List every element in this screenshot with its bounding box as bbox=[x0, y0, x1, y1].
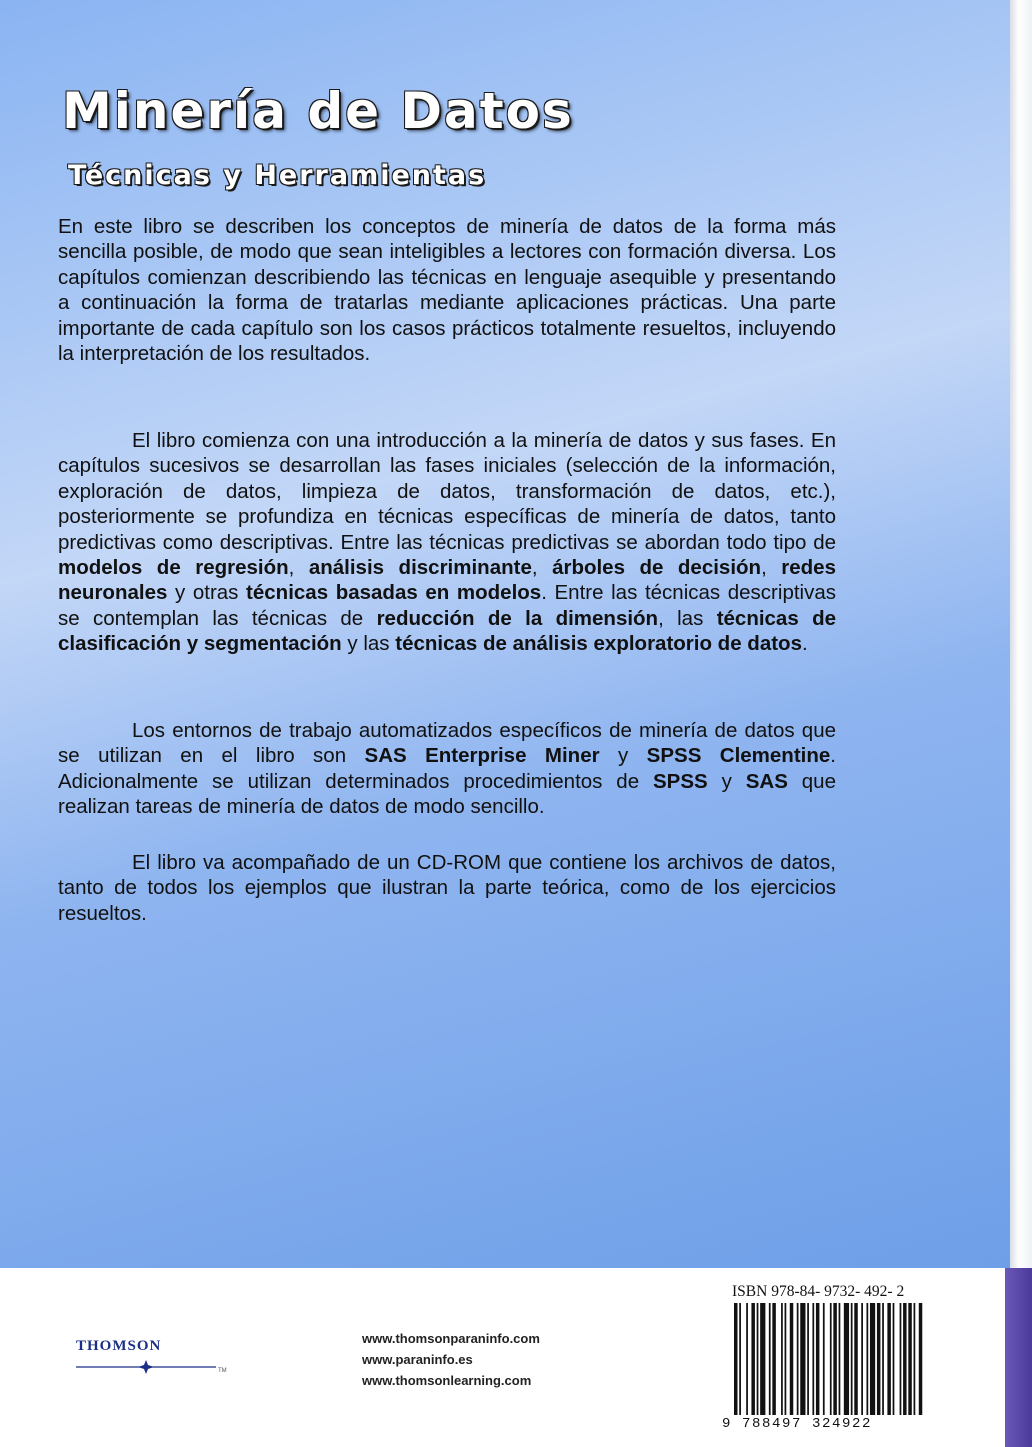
barcode-bar bbox=[807, 1303, 809, 1415]
text-run: En este libro se describen los conceptos de minería de datos de la forma más sencilla posible, de modo que sean inteligibles a lectores con formación diversa. Los capítulos comienzan describiendo las técnicas en lenguaje asequible y presentando a continuación la forma de tratarlas mediante aplicaciones prácticas. Una parte importante de cada capítulo son los casos prácticos totalmente resueltos, incluyendo la interpretación de los resultados. bbox=[58, 215, 836, 366]
paragraph-text bbox=[58, 214, 836, 366]
barcode-bar bbox=[861, 1303, 863, 1415]
barcode-bar bbox=[844, 1303, 849, 1415]
bold-term: SAS Enterprise Miner bbox=[364, 744, 600, 768]
barcode-bar bbox=[751, 1303, 754, 1415]
logo-star-icon bbox=[76, 1360, 216, 1374]
description-paragraph-2 bbox=[58, 428, 836, 657]
barcode-bar bbox=[797, 1303, 799, 1415]
barcode-bar bbox=[851, 1303, 853, 1415]
barcode-bar bbox=[903, 1303, 906, 1415]
barcode-bar bbox=[769, 1303, 771, 1415]
text-run: , las bbox=[658, 606, 717, 630]
text-run: y otras bbox=[167, 581, 247, 605]
barcode-bar bbox=[785, 1303, 787, 1415]
bold-term: árboles de decisión bbox=[552, 556, 762, 580]
bold-term: SAS bbox=[745, 769, 788, 793]
text-run: , bbox=[761, 556, 782, 580]
book-subtitle: Técnicas y Herramientas bbox=[68, 160, 487, 191]
text-run: El libro comienza con una introducción a la minería de datos y sus fases. En capítulos sucesivos se desarrollan las fases iniciales (selección de la información, exploración de datos, limpieza de datos, transformación de datos, etc.), posteriormente se profundiza en técnicas específicas de minería de datos, tanto predictivas como descriptivas. Entre las técnicas predictivas se abordan todo tipo de bbox=[58, 429, 836, 554]
barcode-bar bbox=[757, 1303, 759, 1415]
text-run: . Entre las técnicas descriptivas se contemplan las técnicas de bbox=[58, 581, 836, 630]
barcode-bar bbox=[839, 1303, 841, 1415]
bold-term: técnicas de clasificación y segmentación bbox=[58, 606, 837, 656]
url-link: www.thomsonparaninfo.com bbox=[362, 1331, 540, 1346]
bold-term: reducción de la dimensión bbox=[376, 606, 659, 630]
publisher-urls bbox=[362, 1328, 540, 1391]
url-link: www.thomsonlearning.com bbox=[362, 1373, 532, 1388]
paragraph-text bbox=[58, 850, 836, 926]
description-paragraph-3 bbox=[58, 718, 836, 820]
barcode-bar bbox=[908, 1303, 911, 1415]
barcode-bar bbox=[790, 1303, 793, 1415]
barcode-bar bbox=[914, 1303, 916, 1415]
text-run: , bbox=[531, 556, 553, 580]
barcode-bar bbox=[781, 1303, 783, 1415]
barcode-bar bbox=[830, 1303, 832, 1415]
barcode-icon bbox=[734, 1303, 924, 1415]
barcode-bar bbox=[812, 1303, 814, 1415]
paragraph-text bbox=[58, 718, 836, 820]
barcode-bar bbox=[772, 1303, 775, 1415]
barcode-bar bbox=[854, 1303, 857, 1415]
barcode-bar bbox=[833, 1303, 836, 1415]
paragraph-text bbox=[58, 428, 836, 657]
barcode-bar bbox=[877, 1303, 880, 1415]
barcode-bar bbox=[734, 1303, 737, 1415]
barcode-bar bbox=[800, 1303, 805, 1415]
barcode-bar bbox=[760, 1303, 765, 1415]
barcode-bar bbox=[823, 1303, 825, 1415]
barcode-bar bbox=[739, 1303, 741, 1415]
barcode-bar bbox=[866, 1303, 868, 1415]
text-run: . bbox=[801, 632, 808, 656]
description-paragraph-4 bbox=[58, 850, 836, 926]
text-run: y bbox=[707, 769, 746, 793]
bold-term: técnicas basadas en modelos bbox=[246, 581, 542, 605]
text-run: . Adicionalmente se utilizan determinados procedimientos de bbox=[58, 744, 836, 793]
barcode-bar bbox=[919, 1303, 922, 1415]
book-title: Minería de Datos bbox=[62, 82, 574, 140]
url-link: www.paraninfo.es bbox=[362, 1352, 473, 1367]
barcode-bar bbox=[900, 1303, 902, 1415]
barcode-bar bbox=[870, 1303, 875, 1415]
barcode-bar bbox=[887, 1303, 890, 1415]
trademark-mark: TM bbox=[218, 1368, 227, 1374]
text-run: que realizan tareas de minería de datos de modo sencillo. bbox=[58, 769, 836, 819]
description-paragraph-1 bbox=[58, 214, 836, 366]
isbn-number: ISBN 978-84- 9732- 492- 2 bbox=[732, 1283, 905, 1300]
barcode-bar bbox=[882, 1303, 884, 1415]
bold-term: modelos de regresión bbox=[58, 556, 289, 580]
text-run: y las bbox=[341, 632, 396, 656]
publisher-logo: THOMSON bbox=[76, 1338, 162, 1354]
barcode-bar bbox=[816, 1303, 819, 1415]
spine-accent-stripe bbox=[1005, 1268, 1032, 1447]
bold-term: análisis discriminante bbox=[308, 556, 532, 580]
book-spine-edge bbox=[1010, 0, 1032, 1447]
bold-term: redes neuronales bbox=[58, 556, 836, 605]
bold-term: SPSS Clementine bbox=[646, 744, 831, 768]
text-run: , bbox=[288, 556, 309, 580]
text-run: Los entornos de trabajo automatizados específicos de minería de datos que se utilizan en el libro son bbox=[58, 719, 836, 768]
bold-term: técnicas de análisis exploratorio de datos bbox=[395, 632, 802, 656]
barcode-bar bbox=[746, 1303, 748, 1415]
text-run: y bbox=[599, 744, 647, 768]
barcode-digits: 9 788497 324922 bbox=[722, 1416, 873, 1432]
bold-term: SPSS bbox=[653, 769, 708, 793]
barcode-bar bbox=[893, 1303, 895, 1415]
text-run: El libro va acompañado de un CD-ROM que contiene los archivos de datos, tanto de todos los ejemplos que ilustran la parte teórica, como de los ejercicios resueltos. bbox=[58, 851, 836, 925]
